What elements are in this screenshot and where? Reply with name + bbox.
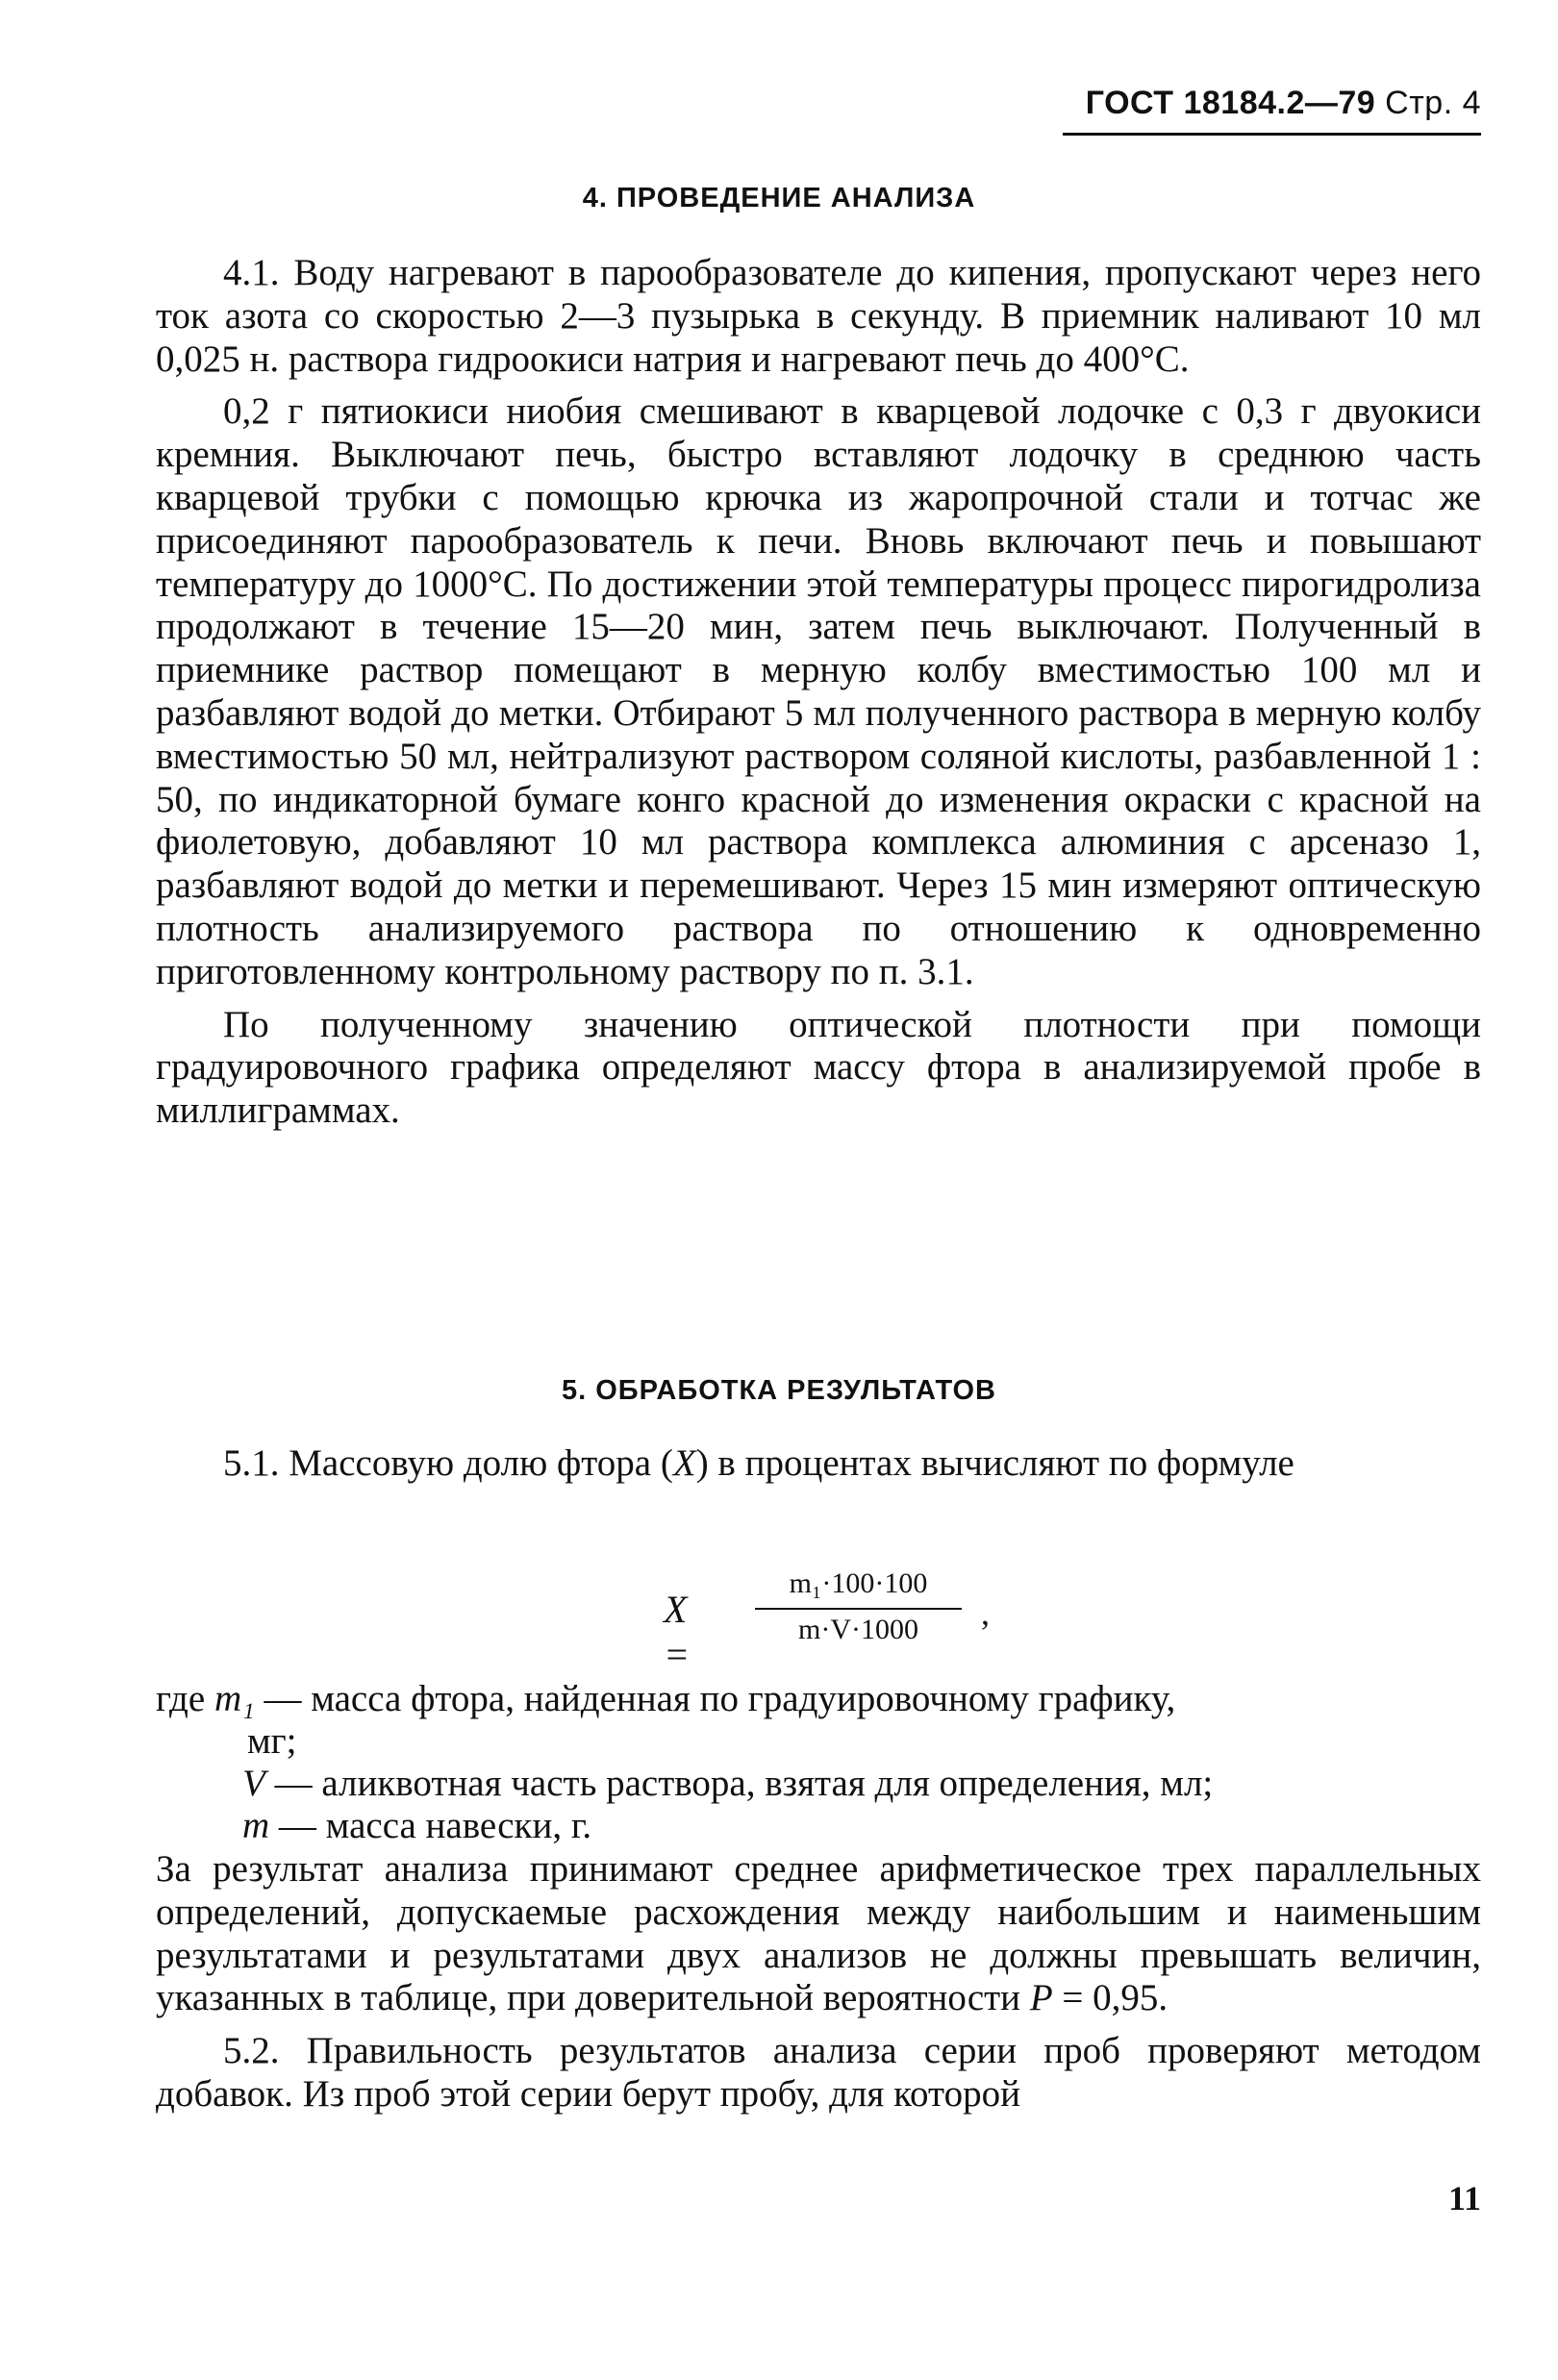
legend-text-v: — аликвотная часть раствора, взятая для определения, мл; — [264, 1763, 1214, 1804]
paragraph-5-1-text — [156, 1442, 1481, 1486]
paragraph-4-1-procedure: 0,2 г пятиокиси ниобия смешивают в кварцевой лодочке с 0,3 г двуокиси кремния. Выключают печь, быстро вставляют лодочку в среднюю часть кварцевой трубки с помощью крючка из жаропрочной стали и тотчас же присоединяют парообразователь к печи. Вновь включают печь и повышают температуру до 1000°С. По достижении этой температуры процесс пирогидролиза продолжают в течение 15—20 мин, затем печь выключают. Полученный в приемнике раствор помещают в мерную колбу вместимостью 100 мл и разбавляют водой до метки. Отбирают 5 мл полученного раствора в мерную колбу вместимостью 50 мл, нейтрализуют раствором соляной кислоты, разбавленной 1 : 50, по индикаторной бумаге конго красной до изменения окраски с красной на фиолетовую, добавляют 10 мл раствора комплекса алюминия с арсеназо 1, разбавляют водой до метки и перемешивают. Через 15 мин измеряют оптическую плотность анализируемого раствора по отношению к одновременно приготовленному контрольному раствору по п. 3.1. — [156, 390, 1481, 992]
paragraph-4-1: 4.1. Воду нагревают в парообразователе до кипения, пропускают через него ток азота со скоростью 2—3 пузырька в секунду. В приемник наливают 10 мл 0,025 н. раствора гидроокиси натрия и нагревают печь до 400°С. — [156, 252, 1481, 380]
paragraph-5-1 — [156, 1442, 1481, 1486]
legend-text-mg: мг; — [247, 1720, 297, 1762]
paragraph-4-1-result: По полученному значению оптической плотности при помощи градуировочного графика определяют массу фтора в анализируемой пробе в миллиграммах. — [156, 1003, 1481, 1132]
legend-symbol-m: m — [242, 1805, 270, 1846]
formula-numerator: m₁·100·100 — [789, 1567, 928, 1599]
page-number: 11 — [1447, 2179, 1481, 2217]
header-rule — [1063, 133, 1481, 136]
legend-text-m: — масса навески, г. — [269, 1805, 592, 1846]
formula-fraction — [755, 1567, 962, 1646]
fraction-bar — [755, 1608, 962, 1610]
legend-row-v — [156, 1763, 1481, 1805]
section-4-heading: 4. ПРОВЕДЕНИЕ АНАЛИЗА — [582, 183, 976, 213]
legend-symbol-v: V — [242, 1763, 265, 1804]
variable-p: P — [1029, 1977, 1053, 2019]
legend-row-m1 — [156, 1678, 1481, 1720]
legend-symbol-m1: m₁ — [214, 1678, 255, 1719]
formula-lhs: X = — [664, 1588, 690, 1676]
section-5-heading: 5. ОБРАБОТКА РЕЗУЛЬТАТОВ — [561, 1375, 997, 1406]
paragraph-5-1-tolerance — [156, 1848, 1481, 2020]
standard-number: ГОСТ 18184.2—79 — [1085, 85, 1376, 121]
legend-row-m — [156, 1805, 1481, 1847]
legend-row-mg — [156, 1720, 1481, 1763]
p5-2-part-b: = 0,95. — [1052, 1977, 1168, 2019]
p5-2-part-a: За результат анализа принимают среднее арифметическое трех параллельных определений, допускаемые расхождения между наибольшим и наименьшим результатами и результатами двух анализов не должны превышать величин, указанных в таблице, при доверительной вероятности — [156, 1848, 1481, 2019]
section-4-body — [156, 252, 1481, 1133]
formula-legend — [156, 1678, 1481, 1847]
section-5-body — [156, 1848, 1481, 2117]
formula-comma: , — [981, 1593, 990, 1632]
page-label: Стр. 4 — [1385, 85, 1481, 121]
p5-1-part-a: 5.1. Массовую долю фтора ( — [223, 1442, 673, 1484]
running-header — [1063, 85, 1481, 122]
p5-1-part-b: ) в процентах вычисляют по формуле — [695, 1442, 1294, 1484]
legend-text-m1: — масса фтора, найденная по градуировочному графику, — [254, 1678, 1176, 1719]
legend-prefix: где — [156, 1678, 214, 1719]
variable-x: X — [672, 1442, 696, 1484]
paragraph-5-2: 5.2. Правильность результатов анализа серии проб проверяют методом добавок. Из проб этой серии берут пробу, для которой — [156, 2030, 1481, 2115]
formula-denominator: m·V·1000 — [798, 1614, 918, 1645]
